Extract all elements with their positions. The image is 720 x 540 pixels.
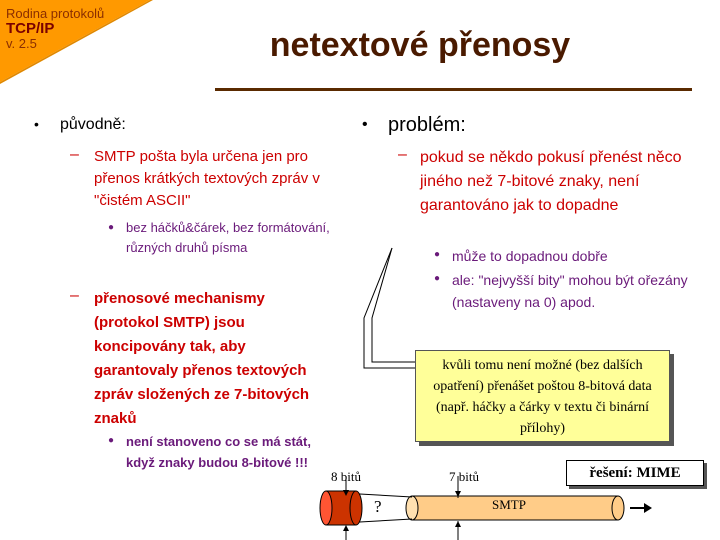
- left-item-transfer-mechanisms: přenosové mechanismy (protokol SMTP) jsou koncipovány tak, aby garantovaly přenos textových zpráv složených ze 7-bitových znaků: [94, 290, 310, 427]
- right-item-problem: pokud se někdo pokusí přenést něco jiného než 7-bitové znaky, není garantováno jak to dopadne: [420, 149, 682, 214]
- left-item-smtp-purpose: SMTP pošta byla určena jen pro přenos krátkých textových zpráv v "čistém ASCII": [94, 148, 320, 209]
- page-title: netextové přenosy: [269, 26, 571, 64]
- badge-course: Rodina protokolů: [6, 6, 105, 21]
- right-subitem-bits-truncated: ale: "nejvyšší bity" mohou být ořezány (nastaveny na 0) apod.: [452, 272, 688, 310]
- bullet-icon: •: [34, 116, 39, 132]
- bullet-icon: ●: [108, 435, 115, 446]
- bullet-icon: ●: [108, 222, 115, 233]
- badge-protocol: TCP/IP: [6, 20, 55, 37]
- dash-icon: –: [70, 287, 79, 304]
- dash-icon: –: [398, 146, 407, 163]
- label-7bit: 7 bitů: [449, 469, 479, 484]
- bullet-icon: •: [362, 116, 368, 133]
- pipe-label: SMTP: [492, 497, 526, 512]
- right-heading: problém:: [388, 114, 466, 136]
- bullet-icon: ●: [434, 273, 441, 284]
- callout-note: kvůli tomu není možné (bez dalších opatření) přenášet poštou 8-bitová data (např. háčky a čárky v textu či binární přílohy): [415, 350, 670, 442]
- question-mark: ?: [374, 497, 382, 516]
- badge-version: v. 2.5: [6, 36, 37, 51]
- label-8bit: 8 bitů: [331, 469, 361, 484]
- pipe-end: [612, 496, 624, 520]
- bullet-icon: ●: [434, 249, 441, 260]
- left-subitem-8bit-undefined: není stanoveno co se má stát, když znaky budou 8-bitové !!!: [126, 434, 311, 470]
- pipe-start: [406, 496, 418, 520]
- left-subitem-no-diacritics: bez háčků&čárek, bez formátování, různých druhů písma: [126, 220, 330, 255]
- right-subitem-may-work: může to dopadnou dobře: [452, 248, 608, 264]
- solution-box: řešení: MIME: [566, 460, 704, 486]
- left-heading: původně:: [60, 116, 126, 133]
- dash-icon: –: [70, 146, 79, 163]
